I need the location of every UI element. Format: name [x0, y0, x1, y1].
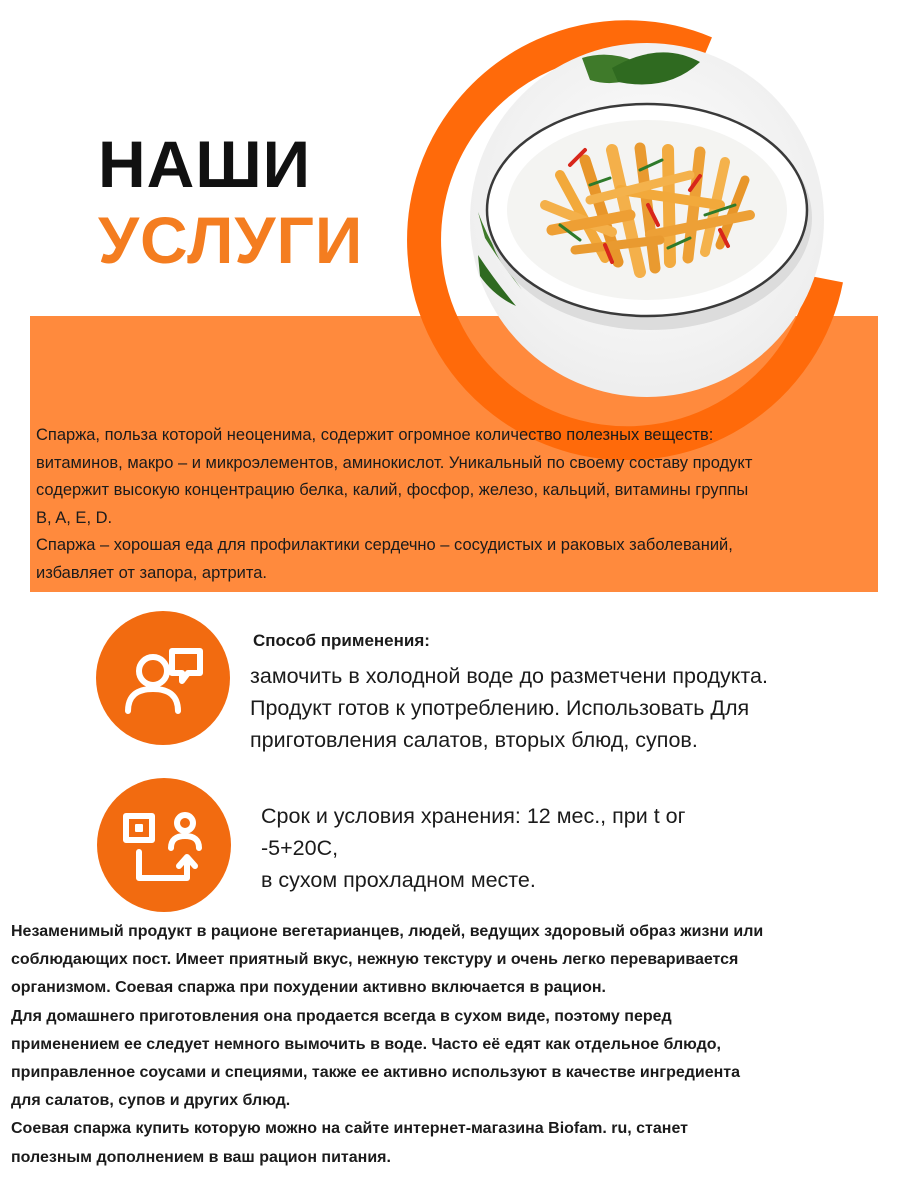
usage-text — [250, 660, 890, 756]
usage-line: приготовления салатов, вторых блюд, супов. — [250, 728, 698, 752]
storage-line: -5+20С, — [261, 836, 339, 860]
storage-text — [261, 800, 881, 896]
page-title-line1: НАШИ — [98, 127, 312, 201]
bottom-line: организмом. Соевая спаржа при похудении активно включается в рацион. — [11, 979, 606, 997]
intro-line: избавляет от запора, артрита. — [36, 563, 267, 582]
intro-line: B, A, E, D. — [36, 508, 113, 527]
bottom-line: для салатов, супов и других блюд. — [11, 1092, 291, 1110]
intro-line: витаминов, макро – и микроэлементов, аминокислот. Уникальный по своему составу продукт — [36, 453, 753, 472]
bottom-line: применением ее следует немного вымочить в воде. Часто её едят как отдельное блюдо, — [11, 1035, 721, 1053]
usage-line: замочить в холодной воде до разметчени продукта. — [250, 664, 768, 688]
bottom-description — [11, 918, 896, 1172]
bottom-line: Незаменимый продукт в рационе вегетарианцев, людей, ведущих здоровый образ жизни или — [11, 923, 764, 940]
user-chat-icon — [96, 611, 230, 745]
intro-text — [36, 422, 881, 587]
intro-line: Спаржа, польза которой неоценима, содержит огромное количество полезных веществ: — [36, 426, 714, 444]
page-title-line2: УСЛУГИ — [98, 203, 364, 277]
intro-line: Спаржа – хорошая еда для профилактики сердечно – сосудистых и раковых заболеваний, — [36, 536, 733, 554]
intro-line: содержит высокую концентрацию белка, калий, фосфор, железо, кальций, витамины группы — [36, 481, 749, 499]
bottom-line: приправленное соусами и специями, также ее активно используют в качестве ингредиента — [11, 1064, 741, 1082]
bottom-line: Для домашнего приготовления она продается всегда в сухом виде, поэтому перед — [11, 1007, 672, 1025]
user-transfer-icon — [97, 778, 231, 912]
bottom-line: полезным дополнением в ваш рацион питания. — [11, 1148, 391, 1166]
storage-line: в сухом прохладном месте. — [261, 868, 536, 892]
bottom-line: соблюдающих пост. Имеет приятный вкус, нежную текстуру и очень легко переваривается — [11, 951, 739, 969]
usage-title: Способ применения: — [253, 631, 430, 650]
storage-line: Срок и условия хранения: 12 мес., при t ог — [261, 804, 686, 828]
bottom-line: Соевая спаржа купить которую можно на сайте интернет-магазина Biofam. ru, станет — [11, 1120, 688, 1138]
usage-line: Продукт готов к употреблению. Использовать Для — [250, 696, 750, 720]
